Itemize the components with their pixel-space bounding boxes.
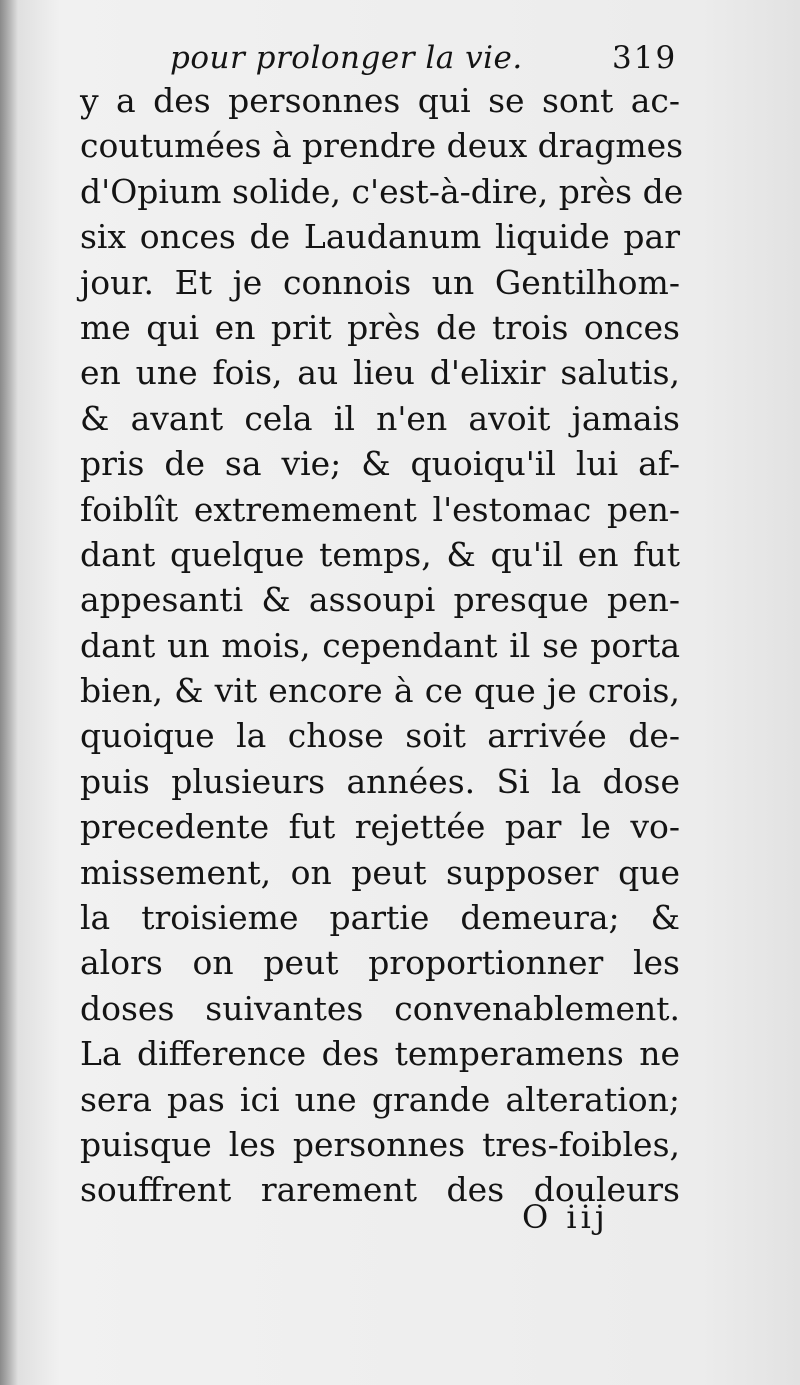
text-line: doses suivantes convenablement. [80,988,680,1028]
page-number: 319 [612,40,678,76]
text-line: y a des personnes qui se sont ac- [80,81,680,120]
text-line: La difference des temperamens ne [80,1034,680,1074]
text-line: coutumées à prendre deux dragmes [80,126,684,166]
text-line: me qui en prit près de trois onces [80,307,680,347]
text-line: quoique la chose soit arrivée de- [80,716,680,756]
text-line: six onces de Laudanum liquide par [80,217,680,257]
text-line: alors on peut proportionner les [80,943,680,983]
text-line: d'Opium solide, c'est-à-dire, près de [80,171,684,211]
text-line: sera pas ici une grande alteration; [80,1079,680,1119]
text-line: la troisieme partie demeura; & [80,898,680,938]
text-line: souffrent rarement des douleurs [80,1170,680,1210]
body-text [80,78,684,1213]
gutter-shadow [0,0,18,1385]
signature-mark: O iij [522,1198,609,1236]
text-line: bien, & vit encore à ce que je crois, [80,671,680,711]
running-head: pour prolonger la vie. [170,40,523,76]
text-line: appesanti & assoupi presque pen- [80,580,680,620]
text-line: dant quelque temps, & qu'il en fut [80,534,680,574]
text-line: en une fois, au lieu d'elixir salutis, [80,353,680,393]
text-line: puisque les personnes tres-foibles, [80,1124,680,1164]
text-line: pris de sa vie; & quoiqu'il lui af- [80,444,680,484]
text-line: & avant cela il n'en avoit jamais [80,398,680,438]
text-line: puis plusieurs années. Si la dose [80,761,680,801]
text-line: foiblît extremement l'estomac pen- [80,489,680,529]
text-line: dant un mois, cependant il se porta [80,625,680,665]
text-line: missement, on peut supposer que [80,852,680,892]
text-line: jour. Et je connois un Gentilhom- [80,262,680,302]
text-line: precedente fut rejettée par le vo- [80,807,680,847]
